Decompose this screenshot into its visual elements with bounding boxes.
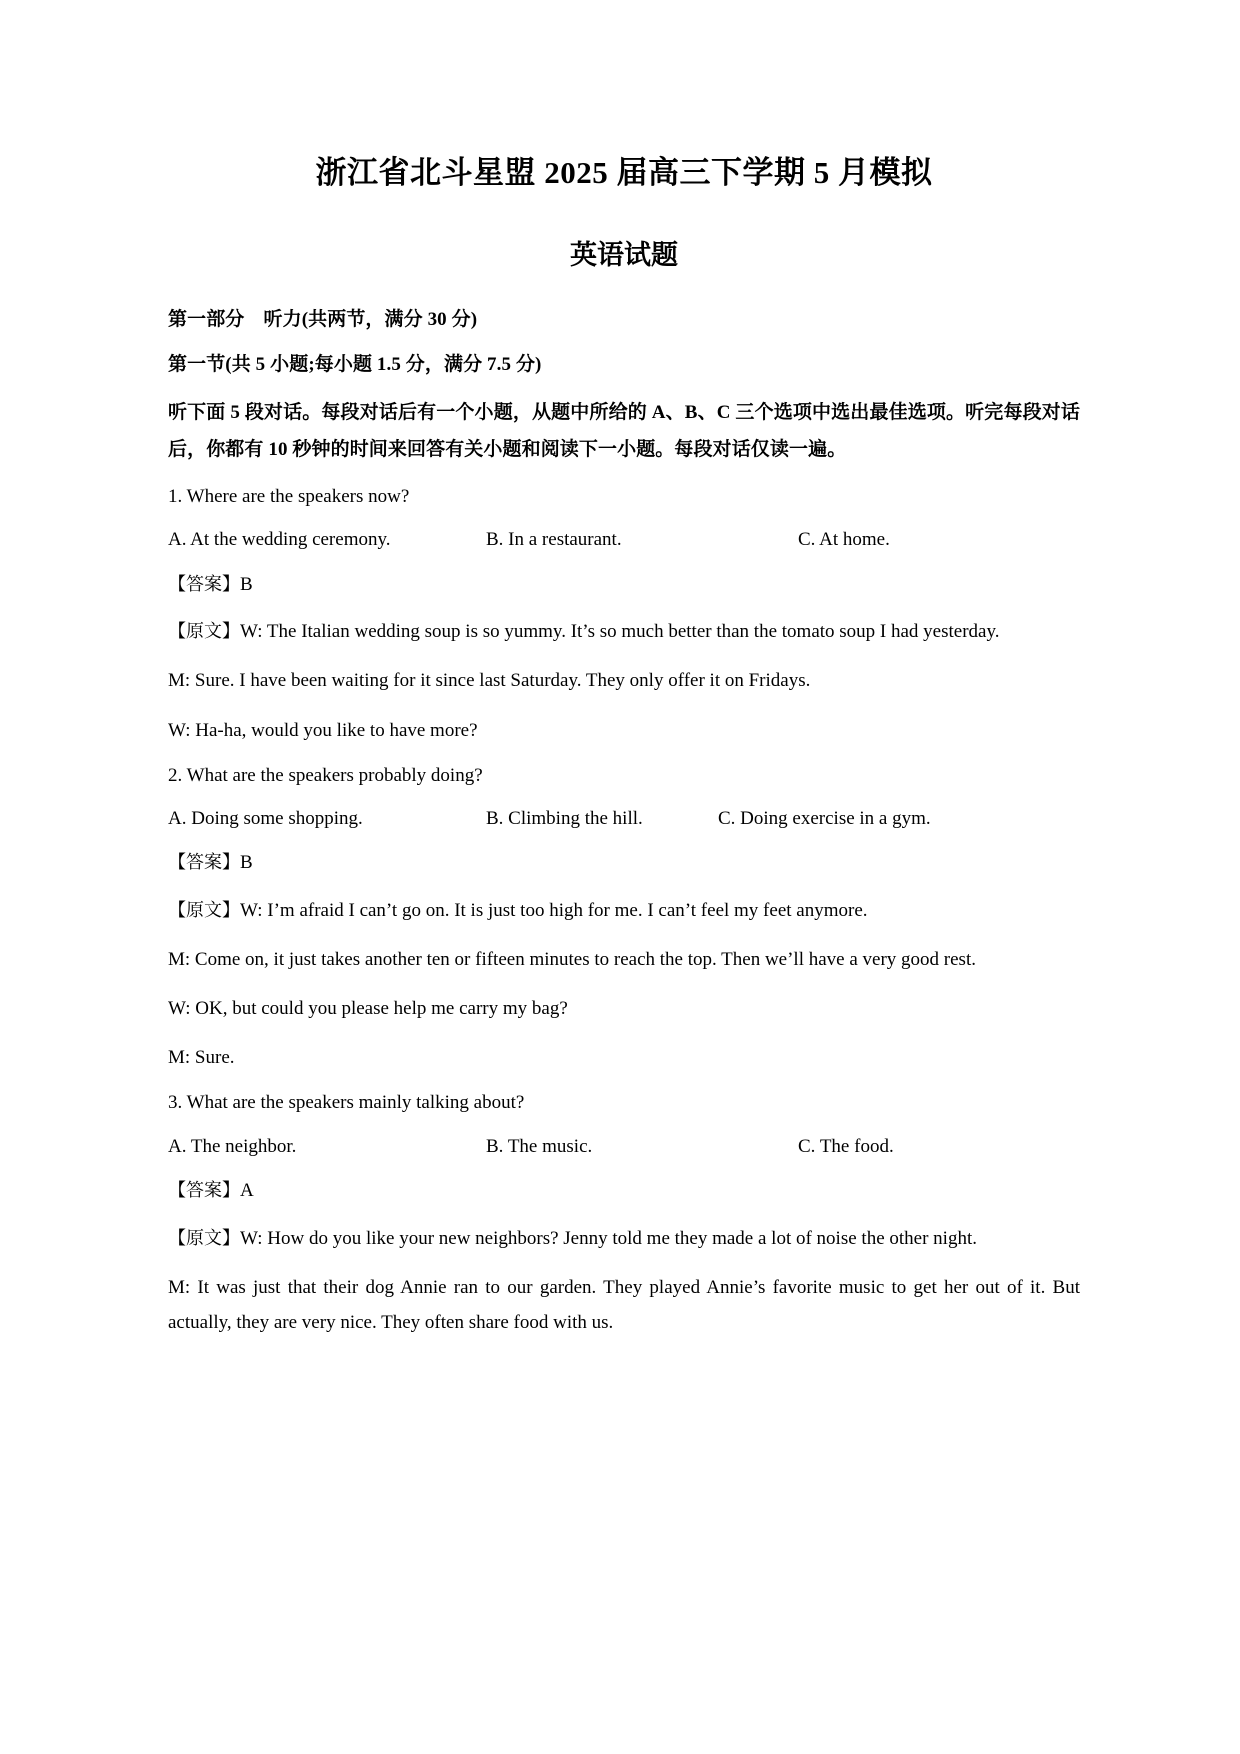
listening-instruction: 听下面 5 段对话。每段对话后有一个小题，从题中所给的 A、B、C 三个选项中选出最佳选项。听完每段对话后，你都有 10 秒钟的时间来回答有关小题和阅读下一小题。每段对话仅读一遍。 <box>168 401 1080 461</box>
script-line <box>168 893 1080 928</box>
script-line <box>168 614 1080 649</box>
question-stem: 2. What are the speakers probably doing? <box>168 764 483 786</box>
option-c[interactable]: C. At home. <box>798 529 890 551</box>
option-a[interactable]: A. At the wedding ceremony. <box>168 529 391 551</box>
script-tag: 【原文】 <box>168 1227 240 1249</box>
answer-value: A <box>240 1180 254 1202</box>
option-row <box>168 525 1080 555</box>
option-c[interactable]: C. Doing exercise in a gym. <box>718 808 931 830</box>
answer-value: B <box>240 573 253 595</box>
option-c[interactable]: C. The food. <box>798 1135 894 1157</box>
answer-tag: 【答案】 <box>168 573 240 595</box>
script-text: W: The Italian wedding soup is so yummy. It’s so much better than the tomato soup I had yesterday. <box>240 621 1000 643</box>
script-line: M: Sure. I have been waiting for it since last Saturday. They only offer it on Fridays. <box>168 670 811 692</box>
part-heading: 第一部分 听力(共两节，满分 30 分) <box>168 309 478 330</box>
script-line <box>168 1221 1080 1256</box>
option-a[interactable]: A. The neighbor. <box>168 1135 297 1157</box>
script-text: W: How do you like your new neighbors? Jenny told me they made a lot of noise the other night. <box>240 1227 977 1249</box>
answer-tag: 【答案】 <box>168 1180 240 1202</box>
answer-line <box>168 848 1080 878</box>
option-b[interactable]: B. The music. <box>486 1135 593 1157</box>
section-heading: 第一节(共 5 小题;每小题 1.5 分，满分 7.5 分) <box>168 354 542 376</box>
option-b[interactable]: B. In a restaurant. <box>486 529 622 551</box>
page-title: 浙江省北斗星盟 2025 届高三下学期 5 月模拟 <box>315 155 933 190</box>
option-row <box>168 1132 1080 1162</box>
script-tag: 【原文】 <box>168 899 240 921</box>
answer-value: B <box>240 852 253 874</box>
script-line: M: It was just that their dog Annie ran to our garden. They played Annie’s favorite music to get her out of it. But actually, they are very nice. They often share food with us. <box>168 1276 1080 1333</box>
answer-tag: 【答案】 <box>168 852 240 874</box>
option-row <box>168 804 1080 834</box>
page-subtitle: 英语试题 <box>570 239 678 270</box>
question-stem: 1. Where are the speakers now? <box>168 486 410 508</box>
script-line: M: Sure. <box>168 1047 235 1069</box>
answer-line <box>168 570 1080 600</box>
script-line: W: OK, but could you please help me carry my bag? <box>168 998 568 1020</box>
script-tag: 【原文】 <box>168 621 240 643</box>
script-line: M: Come on, it just takes another ten or fifteen minutes to reach the top. Then we’ll have a very good rest. <box>168 949 976 970</box>
option-b[interactable]: B. Climbing the hill. <box>486 808 643 830</box>
question-stem: 3. What are the speakers mainly talking about? <box>168 1092 525 1114</box>
answer-line <box>168 1176 1080 1206</box>
script-line: W: Ha-ha, would you like to have more? <box>168 719 478 741</box>
script-text: W: I’m afraid I can’t go on. It is just too high for me. I can’t feel my feet anymore. <box>240 899 868 921</box>
option-a[interactable]: A. Doing some shopping. <box>168 808 363 830</box>
